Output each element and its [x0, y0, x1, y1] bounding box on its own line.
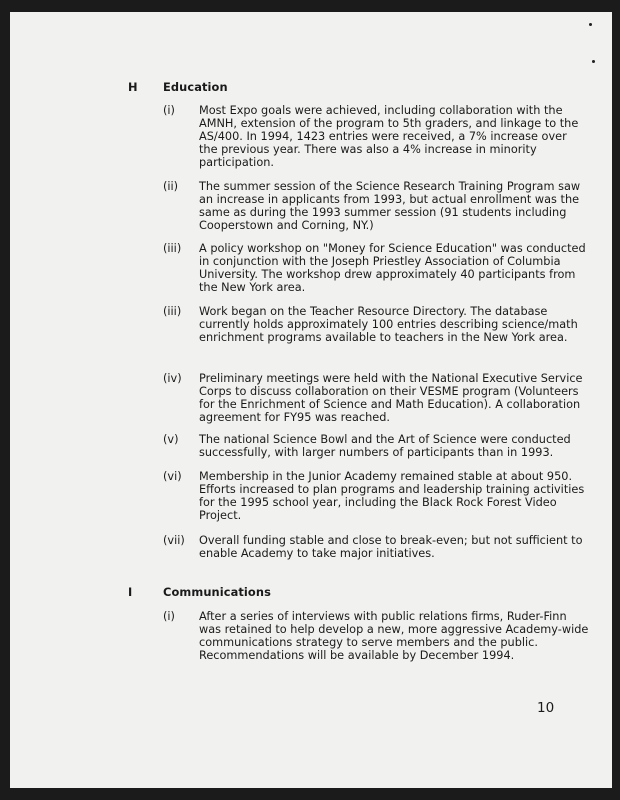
text-line: Membership in the Junior Academy remained stable at about 950. — [199, 470, 573, 483]
item-number: (v) — [163, 433, 179, 446]
text-line: University. The workshop drew approximately 40 participants from — [199, 268, 576, 282]
page-number: 10 — [537, 700, 555, 716]
text-line: Corps to discuss collaboration on their VESME program (Volunteers — [199, 385, 579, 399]
item-text — [199, 104, 579, 170]
text-line: an increase in applicants from 1993, but actual enrollment was the — [199, 193, 580, 207]
text-line: for the Enrichment of Science and Math Education). A collaboration — [199, 398, 581, 412]
text-line: Recommendations will be available by December 1994. — [199, 649, 515, 663]
section-title: Communications — [163, 585, 271, 599]
text-line: AS/400. In 1994, 1423 entries were received, a 7% increase over — [199, 130, 567, 144]
section-title: Education — [163, 80, 228, 94]
text-line: Most Expo goals were achieved, including collaboration with the — [199, 104, 563, 117]
text-line: agreement for FY95 was reached. — [199, 411, 391, 425]
item-text — [199, 242, 586, 295]
text-line: was retained to help develop a new, more aggressive Academy-wide — [199, 623, 589, 637]
text-line: same as during the 1993 summer session (91 students including — [199, 206, 567, 220]
text-line: communications strategy to serve members and the public. — [199, 636, 538, 650]
item-text — [199, 372, 583, 425]
section-letter: H — [128, 80, 138, 94]
item-text — [199, 305, 578, 345]
item-number: (vi) — [163, 470, 182, 483]
text-line: successfully, with larger numbers of participants than in 1993. — [199, 446, 554, 460]
text-line: enable Academy to take major initiatives. — [199, 547, 435, 561]
item-number: (i) — [163, 610, 175, 623]
text-line: AMNH, extension of the program to 5th graders, and linkage to the — [199, 117, 579, 131]
text-line: Overall funding stable and close to break-even; but not sufficient to — [199, 534, 583, 547]
text-line: in conjunction with the Joseph Priestley Association of Columbia — [199, 255, 561, 269]
text-line: enrichment programs available to teachers in the New York area. — [199, 331, 568, 345]
text-line: After a series of interviews with public relations firms, Ruder-Finn — [199, 610, 567, 623]
item-text — [199, 534, 583, 561]
corner-mark — [589, 23, 592, 26]
text-line: The summer session of the Science Research Training Program saw — [199, 180, 581, 193]
text-line: participation. — [199, 156, 274, 170]
item-number: (ii) — [163, 180, 179, 193]
item-number: (iv) — [163, 372, 182, 385]
text-line: The national Science Bowl and the Art of Science were conducted — [199, 433, 571, 446]
item-number: (iii) — [163, 305, 182, 318]
text-line: the New York area. — [199, 281, 306, 295]
text-line: Preliminary meetings were held with the National Executive Service — [199, 372, 583, 385]
item-text — [199, 470, 585, 523]
item-number: (vii) — [163, 534, 185, 547]
text-line: Efforts increased to plan programs and leadership training activities — [199, 483, 585, 497]
section-letter: I — [128, 585, 133, 599]
text-line: the previous year. There was also a 4% increase in minority — [199, 143, 537, 157]
item-text — [199, 180, 581, 233]
item-number: (i) — [163, 104, 175, 117]
corner-mark — [592, 60, 595, 63]
text-line: Cooperstown and Corning, NY.) — [199, 219, 374, 233]
text-line: Work began on the Teacher Resource Directory. The database — [199, 305, 548, 318]
text-line: currently holds approximately 100 entries describing science/math — [199, 318, 578, 332]
item-text — [199, 433, 571, 460]
text-line: for the 1995 school year, including the Black Rock Forest Video — [199, 496, 557, 510]
document-page — [10, 12, 612, 788]
item-number: (iii) — [163, 242, 182, 255]
text-line: Project. — [199, 509, 242, 523]
text-line: A policy workshop on "Money for Science Education" was conducted — [199, 242, 586, 255]
item-text — [199, 610, 589, 663]
